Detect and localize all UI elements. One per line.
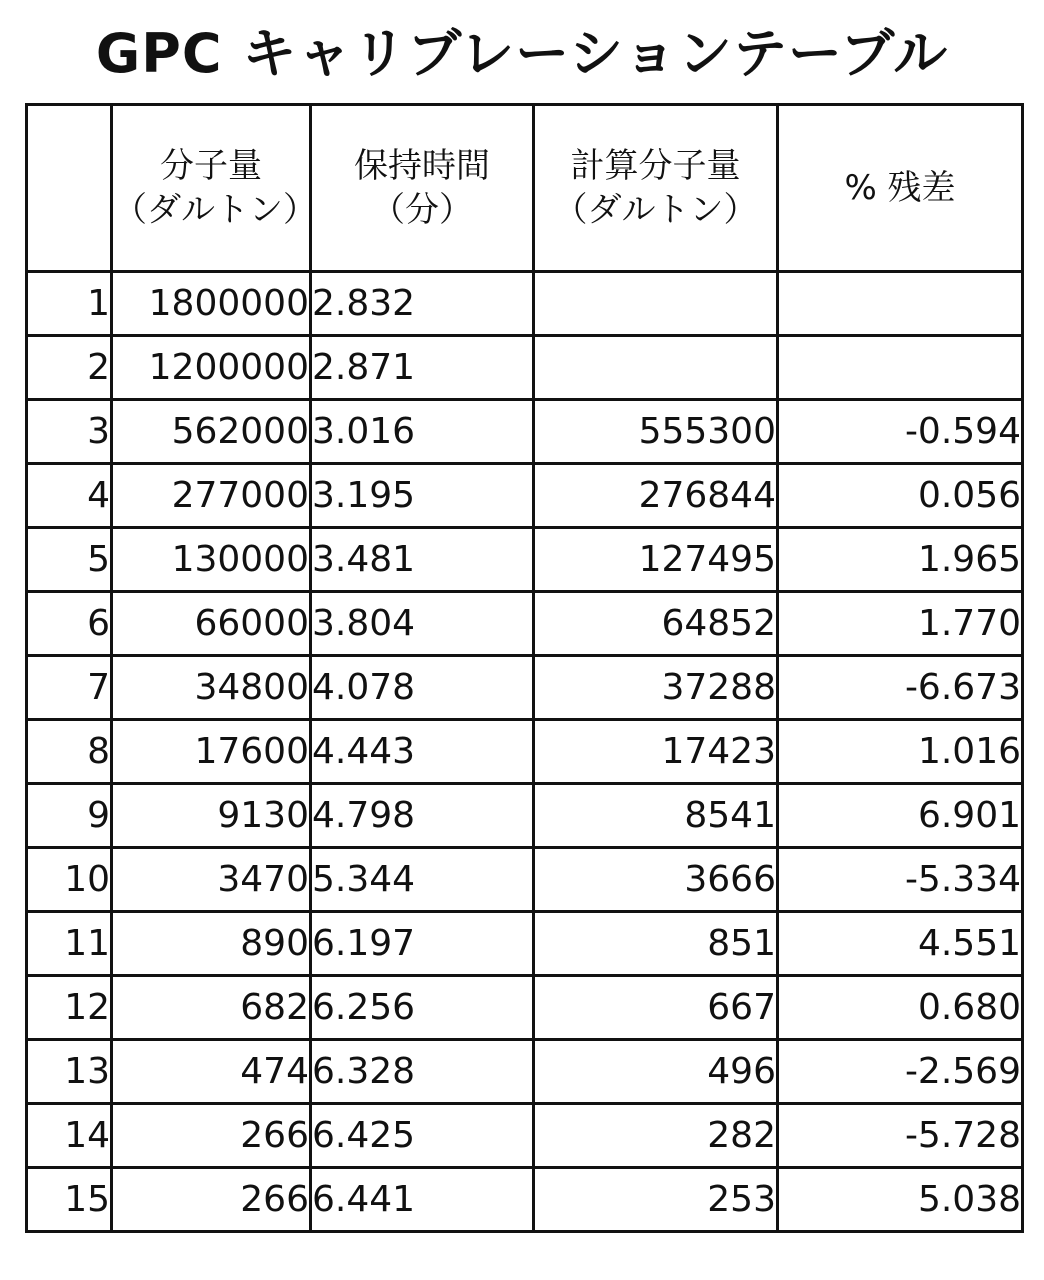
- cell-index: 9: [27, 784, 112, 848]
- cell-calculated-mw: 8541: [534, 784, 778, 848]
- cell-retention-time: 4.798: [311, 784, 534, 848]
- table-header: [27, 105, 1023, 272]
- cell-calculated-mw: 276844: [534, 464, 778, 528]
- cell-calculated-mw: 37288: [534, 656, 778, 720]
- header-mw-label: 分子量: [160, 146, 262, 186]
- table-row: [27, 1040, 1023, 1104]
- cell-molecular-weight: 277000: [112, 464, 311, 528]
- cell-index: 7: [27, 656, 112, 720]
- cell-retention-time: 6.256: [311, 976, 534, 1040]
- header-index: [27, 105, 112, 272]
- cell-retention-time: 6.328: [311, 1040, 534, 1104]
- cell-molecular-weight: 1800000: [112, 272, 311, 336]
- cell-molecular-weight: 3470: [112, 848, 311, 912]
- cell-index: 2: [27, 336, 112, 400]
- cell-molecular-weight: 130000: [112, 528, 311, 592]
- cell-index: 8: [27, 720, 112, 784]
- cell-molecular-weight: 66000: [112, 592, 311, 656]
- cell-retention-time: 4.078: [311, 656, 534, 720]
- cell-molecular-weight: 266: [112, 1104, 311, 1168]
- cell-residual: -2.569: [778, 1040, 1023, 1104]
- cell-molecular-weight: 562000: [112, 400, 311, 464]
- cell-molecular-weight: 890: [112, 912, 311, 976]
- table-row: [27, 592, 1023, 656]
- cell-residual: 1.770: [778, 592, 1023, 656]
- cell-residual: [778, 336, 1023, 400]
- header-rt-unit: （分）: [371, 190, 473, 230]
- cell-index: 11: [27, 912, 112, 976]
- table-row: [27, 912, 1023, 976]
- header-calculated-mw: [534, 105, 778, 272]
- cell-calculated-mw: 496: [534, 1040, 778, 1104]
- table-row: [27, 528, 1023, 592]
- table-body: [27, 272, 1023, 1232]
- cell-retention-time: 3.195: [311, 464, 534, 528]
- table-row: [27, 1168, 1023, 1232]
- header-calc-unit: （ダルトン）: [553, 190, 758, 230]
- cell-molecular-weight: 1200000: [112, 336, 311, 400]
- cell-index: 14: [27, 1104, 112, 1168]
- cell-molecular-weight: 266: [112, 1168, 311, 1232]
- header-rt-label: 保持時間: [354, 146, 490, 186]
- cell-calculated-mw: 555300: [534, 400, 778, 464]
- cell-retention-time: 2.871: [311, 336, 534, 400]
- cell-retention-time: 6.425: [311, 1104, 534, 1168]
- cell-index: 5: [27, 528, 112, 592]
- cell-calculated-mw: [534, 336, 778, 400]
- header-mw-unit: （ダルトン）: [113, 190, 317, 230]
- cell-index: 15: [27, 1168, 112, 1232]
- cell-molecular-weight: 34800: [112, 656, 311, 720]
- header-retention-time: [311, 105, 534, 272]
- cell-index: 6: [27, 592, 112, 656]
- cell-residual: [778, 272, 1023, 336]
- cell-residual: -6.673: [778, 656, 1023, 720]
- cell-calculated-mw: [534, 272, 778, 336]
- cell-retention-time: 5.344: [311, 848, 534, 912]
- page-title: GPC キャリブレーションテーブル: [95, 22, 949, 85]
- table-row: [27, 848, 1023, 912]
- cell-calculated-mw: 17423: [534, 720, 778, 784]
- cell-residual: 0.056: [778, 464, 1023, 528]
- cell-calculated-mw: 282: [534, 1104, 778, 1168]
- cell-calculated-mw: 127495: [534, 528, 778, 592]
- cell-retention-time: 4.443: [311, 720, 534, 784]
- table-row: [27, 464, 1023, 528]
- cell-residual: 6.901: [778, 784, 1023, 848]
- cell-molecular-weight: 9130: [112, 784, 311, 848]
- table-row: [27, 720, 1023, 784]
- cell-residual: 5.038: [778, 1168, 1023, 1232]
- table-row: [27, 336, 1023, 400]
- header-residual: % 残差: [778, 105, 1023, 272]
- cell-calculated-mw: 851: [534, 912, 778, 976]
- cell-residual: 1.016: [778, 720, 1023, 784]
- cell-retention-time: 3.481: [311, 528, 534, 592]
- cell-retention-time: 3.016: [311, 400, 534, 464]
- cell-molecular-weight: 474: [112, 1040, 311, 1104]
- cell-index: 12: [27, 976, 112, 1040]
- cell-index: 10: [27, 848, 112, 912]
- cell-calculated-mw: 667: [534, 976, 778, 1040]
- cell-index: 4: [27, 464, 112, 528]
- cell-molecular-weight: 682: [112, 976, 311, 1040]
- calibration-table: [25, 103, 1024, 1233]
- cell-residual: -5.728: [778, 1104, 1023, 1168]
- header-molecular-weight: [112, 105, 317, 272]
- cell-calculated-mw: 3666: [534, 848, 778, 912]
- cell-retention-time: 2.832: [311, 272, 534, 336]
- cell-residual: 0.680: [778, 976, 1023, 1040]
- cell-molecular-weight: 17600: [112, 720, 311, 784]
- cell-residual: -5.334: [778, 848, 1023, 912]
- cell-retention-time: 6.441: [311, 1168, 534, 1232]
- table-row: [27, 272, 1023, 336]
- cell-calculated-mw: 64852: [534, 592, 778, 656]
- table-row: [27, 400, 1023, 464]
- table-row: [27, 1104, 1023, 1168]
- cell-index: 13: [27, 1040, 112, 1104]
- cell-residual: 4.551: [778, 912, 1023, 976]
- cell-retention-time: 6.197: [311, 912, 534, 976]
- cell-index: 1: [27, 272, 112, 336]
- cell-calculated-mw: 253: [534, 1168, 778, 1232]
- header-row: [27, 105, 1023, 272]
- cell-index: 3: [27, 400, 112, 464]
- cell-retention-time: 3.804: [311, 592, 534, 656]
- cell-residual: -0.594: [778, 400, 1023, 464]
- table-row: [27, 976, 1023, 1040]
- table-row: [27, 784, 1023, 848]
- header-calc-label: 計算分子量: [570, 146, 741, 186]
- cell-residual: 1.965: [778, 528, 1023, 592]
- table-row: [27, 656, 1023, 720]
